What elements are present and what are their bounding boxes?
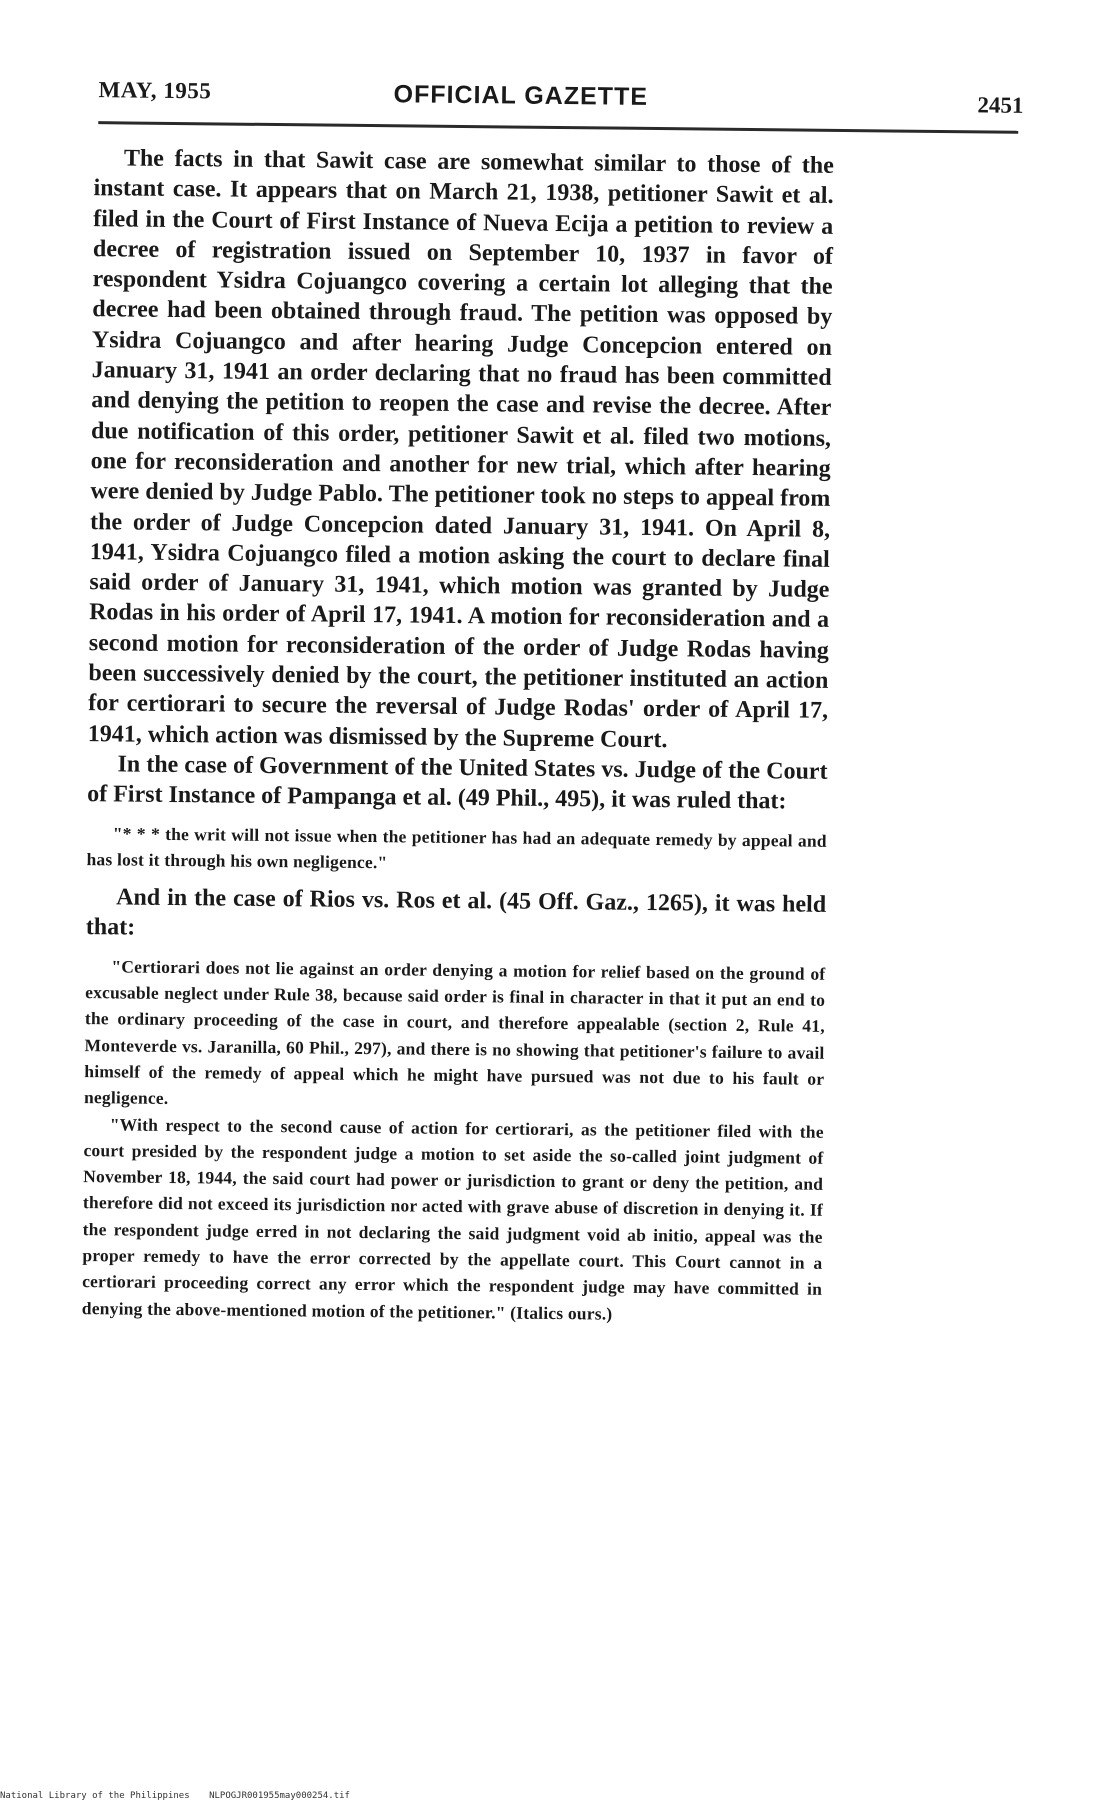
- header-rule: [98, 121, 1018, 134]
- quote-writ-text: "* * * the writ will not issue when the petitioner has had an adequate remedy by appeal and has lost it through his own negligence.": [86, 822, 827, 873]
- paragraph-rios-case: And in the case of Rios vs. Ros et al. (45 Off. Gaz., 1265), it was held that:: [85, 884, 827, 942]
- scan-footer: [0, 1791, 1112, 1808]
- footer-library: National Library of the Philippines: [0, 1791, 190, 1801]
- paragraph-government-case: In the case of Government of the United States vs. Judge of the Court of First Instance of Pampanga et al. (49 Phil., 495), it was ruled that:: [87, 751, 828, 815]
- header-date: MAY, 1955: [98, 77, 212, 104]
- quote-certiorari-text: "Certiorari does not lie against an order denying a motion for relief based on the ground of excusable neglect under Rule 38, because said order is final in character in that it put an end to the ordinary proceeding of the case in court, and therefore appealable (section 2, Rule 41, Monteverde vs. Jaranilla, 60 Phil., 297), and there is no showing that petitioner's failure to avail himself of the remedy of appeal which he might have pursued was not due to his fault or negligence.: [83, 956, 826, 1109]
- article-body: [82, 143, 834, 1339]
- header-page-number: 2451: [977, 92, 1024, 118]
- paragraph-sawit-case: The facts in that Sawit case are somewhat similar to those of the instant case. It appears that on March 21, 1938, petitioner Sawit et al. filed in the Court of First Instance of Nueva Ecija a petition to review a decree of registration issued on September 10, 1937 in favor of respondent Ysidra Cojuangco covering a certain lot alleging that the decree had been obtained through fraud. The petition was opposed by Ysidra Cojuangco and after hearing Judge Concepcion entered on January 31, 1941 an order declaring that no fraud has been committed and denying the petition to reopen the case and revise the decree. After due notification of this order, petitioner Sawit et al. filed two motions, one for reconsideration and another for new trial, which after hearing were denied by Judge Pablo. The petitioner took no steps to appeal from the order of Judge Concepcion dated January 31, 1941. On April 8, 1941, Ysidra Cojuangco filed a motion asking the court to declare final said order of January 31, 1941, which motion was granted by Judge Rodas in his order of April 17, 1941. A motion for reconsideration and a second motion for reconsideration of the order of Judge Rodas having been successively denied by the court, the petitioner instituted an action for certiorari to secure the reversal of Judge Rodas' order of April 17, 1941, which action was dismissed by the Supreme Court.: [87, 145, 834, 753]
- page-header: [98, 77, 1023, 123]
- quote-second-cause-text: "With respect to the second cause of action for certiorari, as the petitioner filed with the court presided by the respondent judge a motion to set aside the so-called joint judgment of November 18, 1944, the said court had power or jurisdiction to grant or deny the petition, and therefore did not exceed its jurisdiction nor acted with grave abuse of discretion in denying it. If the respondent judge erred in not declaring the said judgment void ab initio, appeal was the proper remedy to have the error corrected by the appellate court. This Court cannot in a certiorari proceeding correct any error which the respondent judge may have committed in denying the above-mentioned motion of the petitioner." (Italics ours.): [81, 1113, 824, 1324]
- block-quote-writ: [86, 820, 827, 880]
- footer-filename: NLPOGJR001955may000254.tif: [209, 1791, 350, 1801]
- header-title: OFFICIAL GAZETTE: [393, 80, 649, 111]
- block-quote-certiorari: [82, 953, 826, 1329]
